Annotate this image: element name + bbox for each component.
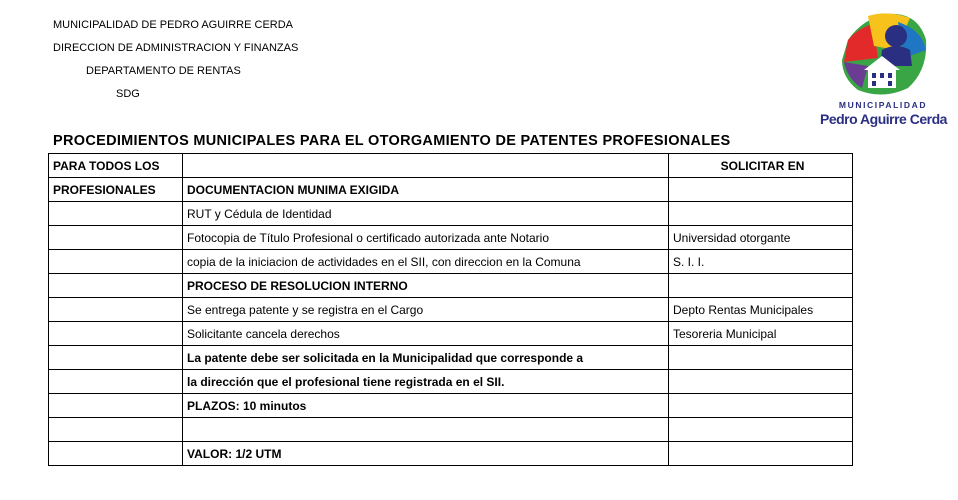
header-direction: DIRECCION DE ADMINISTRACION Y FINANZAS xyxy=(53,42,299,54)
category-cell xyxy=(49,442,183,466)
requirement-cell xyxy=(183,154,669,178)
header-department: DEPARTAMENTO DE RENTAS xyxy=(86,65,241,77)
municipality-logo xyxy=(820,10,946,130)
requirement-cell: PROCESO DE RESOLUCION INTERNO xyxy=(183,274,669,298)
requirement-cell: Se entrega patente y se registra en el Cargo xyxy=(183,298,669,322)
table-row xyxy=(49,370,853,394)
requirement-cell: la dirección que el profesional tiene registrada en el SII. xyxy=(183,370,669,394)
requirement-cell xyxy=(183,418,669,442)
where-to-request-cell xyxy=(669,394,853,418)
where-to-request-cell: Tesoreria Municipal xyxy=(669,322,853,346)
category-cell xyxy=(49,226,183,250)
category-cell: PARA TODOS LOS xyxy=(49,154,183,178)
where-to-request-cell xyxy=(669,418,853,442)
requirement-cell: copia de la iniciacion de actividades en el SII, con direccion en la Comuna xyxy=(183,250,669,274)
requirement-cell: VALOR: 1/2 UTM xyxy=(183,442,669,466)
category-cell xyxy=(49,202,183,226)
table-row xyxy=(49,346,853,370)
where-to-request-cell: Depto Rentas Municipales xyxy=(669,298,853,322)
where-to-request-cell xyxy=(669,346,853,370)
where-to-request-cell xyxy=(669,178,853,202)
document-title: PROCEDIMIENTOS MUNICIPALES PARA EL OTORGAMIENTO DE PATENTES PROFESIONALES xyxy=(53,133,731,149)
where-to-request-cell xyxy=(669,370,853,394)
requirement-cell: La patente debe ser solicitada en la Municipalidad que corresponde a xyxy=(183,346,669,370)
category-cell xyxy=(49,322,183,346)
requirement-cell: PLAZOS: 10 minutos xyxy=(183,394,669,418)
table-row xyxy=(49,226,853,250)
table-row xyxy=(49,178,853,202)
requirement-cell: Fotocopia de Título Profesional o certificado autorizada ante Notario xyxy=(183,226,669,250)
logo-text-municipalidad: MUNICIPALIDAD xyxy=(838,100,928,110)
category-cell xyxy=(49,250,183,274)
table-row xyxy=(49,418,853,442)
where-to-request-cell xyxy=(669,442,853,466)
header-municipality: MUNICIPALIDAD DE PEDRO AGUIRRE CERDA xyxy=(53,19,294,31)
table-row xyxy=(49,442,853,466)
requirement-cell: DOCUMENTACION MUNIMA EXIGIDA xyxy=(183,178,669,202)
where-to-request-cell xyxy=(669,202,853,226)
table-row xyxy=(49,154,853,178)
logo-text-commune: Pedro Aguirre Cerda xyxy=(820,111,947,127)
where-to-request-cell: SOLICITAR EN xyxy=(669,154,853,178)
table-row xyxy=(49,202,853,226)
table-row xyxy=(49,274,853,298)
table-row xyxy=(49,250,853,274)
table-row xyxy=(49,394,853,418)
table-row xyxy=(49,298,853,322)
category-cell xyxy=(49,394,183,418)
header-initials: SDG xyxy=(116,88,140,100)
municipality-emblem-icon xyxy=(838,10,928,98)
category-cell: PROFESIONALES xyxy=(49,178,183,202)
category-cell xyxy=(49,370,183,394)
where-to-request-cell: Universidad otorgante xyxy=(669,226,853,250)
procedure-table-body xyxy=(49,154,853,466)
category-cell xyxy=(49,298,183,322)
requirement-cell: Solicitante cancela derechos xyxy=(183,322,669,346)
requirement-cell: RUT y Cédula de Identidad xyxy=(183,202,669,226)
where-to-request-cell: S. I. I. xyxy=(669,250,853,274)
category-cell xyxy=(49,274,183,298)
category-cell xyxy=(49,418,183,442)
category-cell xyxy=(49,346,183,370)
table-row xyxy=(49,322,853,346)
where-to-request-cell xyxy=(669,274,853,298)
procedure-table xyxy=(48,153,853,466)
